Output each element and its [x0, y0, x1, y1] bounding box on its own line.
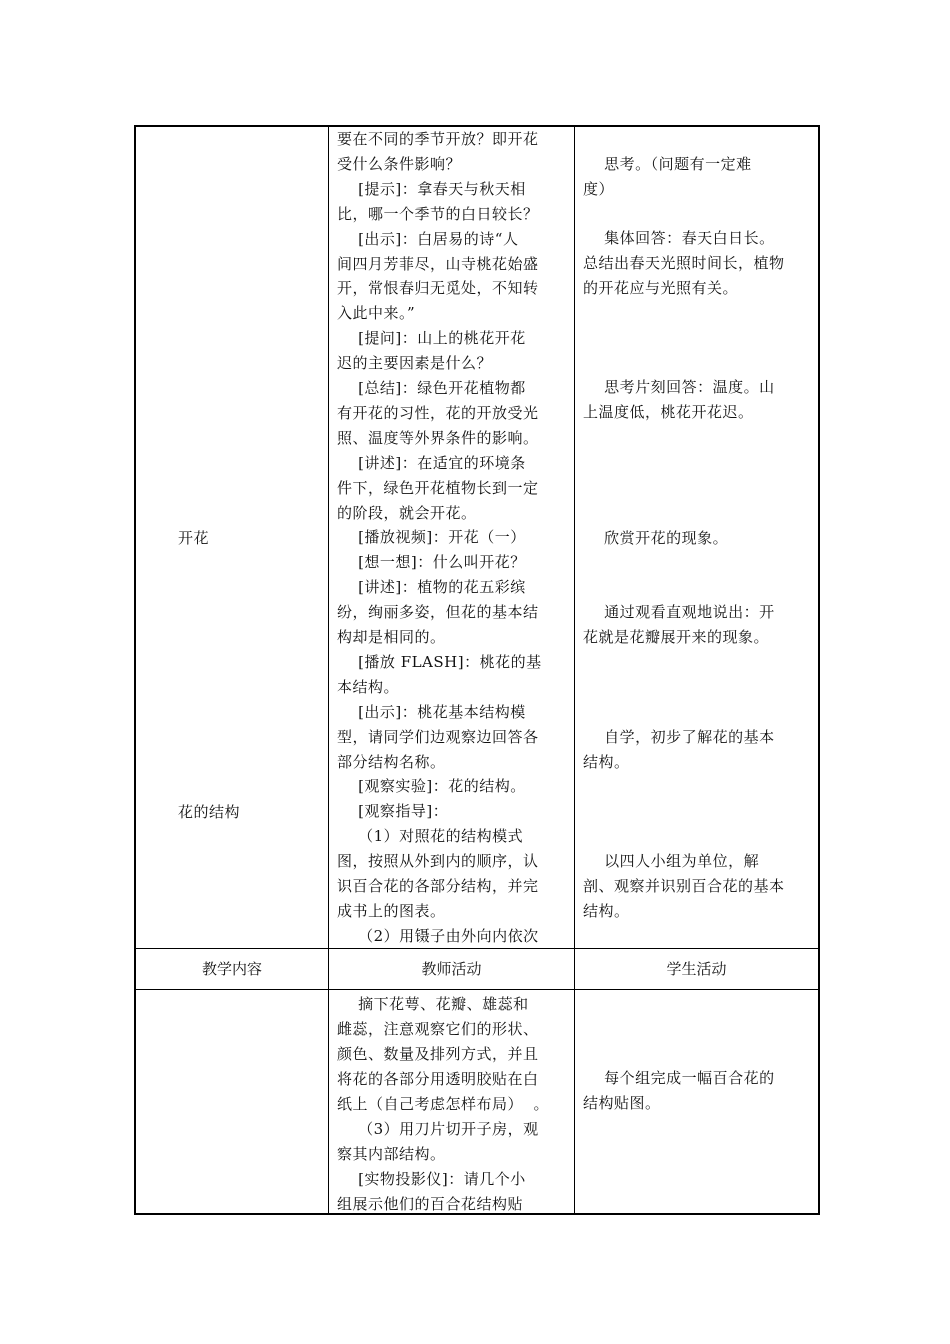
teacher-line: 纷，绚丽多姿，但花的基本结 — [337, 603, 539, 622]
student-line: 思考。（问题有一定难 — [583, 155, 752, 173]
teacher-line: [想一想]：什么叫开花？ — [337, 553, 526, 572]
student-line: 欣赏开花的现象。 — [583, 529, 729, 547]
teacher-line: 开，常恨春归无觅处，不知转 — [337, 279, 539, 298]
teacher-line: 入此中来。” — [337, 304, 416, 323]
student-line: 剖、观察并识别百合花的基本 — [583, 877, 785, 895]
teacher-line: 受什么条件影响？ — [337, 154, 462, 173]
teacher-cell — [329, 126, 575, 948]
teacher-line: [讲述]：在适宜的环境条 — [337, 453, 526, 472]
teacher-line: [讲述]：植物的花五彩缤 — [337, 578, 526, 597]
header-student: 学生活动 — [575, 948, 820, 989]
student-cell — [575, 126, 820, 948]
student-line: 度） — [583, 180, 615, 198]
teacher-line: 图，按照从外到内的顺序，认 — [337, 852, 539, 871]
teacher-line: [出示]：白居易的诗“人 — [337, 229, 519, 248]
student-line: 思考片刻回答：温度。山 — [583, 378, 775, 396]
student-line: 每个组完成一幅百合花的 — [583, 1068, 775, 1087]
table-row — [135, 126, 819, 948]
teacher-line: 雌蕊，注意观察它们的形状、 — [337, 1019, 539, 1038]
teacher-line: [提问]：山上的桃花开花 — [337, 329, 526, 348]
teacher-line: 摘下花萼、花瓣、雄蕊和 — [337, 994, 529, 1013]
teacher-line: 有开花的习性，花的开放受光 — [337, 403, 539, 422]
header-content: 教学内容 — [135, 948, 329, 989]
teacher-line: [观察指导]： — [337, 802, 449, 821]
teacher-line: 察其内部结构。 — [337, 1144, 446, 1163]
teacher-line: 型，请同学们边观察边回答各 — [337, 727, 539, 746]
teacher-line: [观察实验]：花的结构。 — [337, 777, 526, 796]
teacher-line: 将花的各部分用透明胶贴在白 — [337, 1069, 539, 1088]
header-teacher: 教师活动 — [329, 948, 575, 989]
teacher-line: [实物投影仪]：请几个小 — [337, 1169, 526, 1188]
teacher-line: 要在不同的季节开放？即开花 — [337, 130, 539, 148]
teacher-line: [播放 FLASH]：桃花的基 — [337, 652, 542, 671]
teacher-line: 颜色、数量及排列方式，并且 — [337, 1044, 539, 1063]
teacher-line: （1）对照花的结构模式 — [337, 827, 524, 846]
student-cell — [575, 989, 820, 1214]
content-cell — [135, 989, 329, 1214]
student-line: 花就是花瓣展开来的现象。 — [583, 628, 770, 646]
table-row — [135, 989, 819, 1214]
teacher-line: 组展示他们的百合花结构贴 — [337, 1194, 524, 1213]
student-line: 的开花应与光照有关。 — [583, 279, 739, 297]
teacher-line: [总结]：绿色开花植物都 — [337, 379, 526, 397]
student-line: 结构。 — [583, 902, 630, 920]
content-cell — [135, 126, 329, 948]
teacher-line: 件下，绿色开花植物长到一定 — [337, 478, 539, 497]
student-line: 集体回答：春天白日长。 — [583, 229, 775, 247]
student-line: 结构贴图。 — [583, 1093, 661, 1112]
teacher-line: （2）用镊子由外向内依次 — [337, 926, 539, 945]
student-line: 总结出春天光照时间长，植物 — [583, 254, 785, 272]
teacher-line: 纸上（自己考虑怎样布局） 。 — [337, 1094, 550, 1113]
teacher-line: （3）用刀片切开子房，观 — [337, 1119, 539, 1138]
teacher-line: 本结构。 — [337, 677, 400, 696]
teacher-line: 照、温度等外界条件的影响。 — [337, 428, 539, 447]
teacher-line: 间四月芳菲尽，山寺桃花始盛 — [337, 254, 539, 273]
topic-label: 花的结构 — [178, 803, 241, 821]
table-header-row — [135, 948, 819, 989]
lesson-plan-table — [134, 125, 820, 1215]
student-line: 通过观看直观地说出：开 — [583, 603, 775, 621]
topic-label: 开花 — [178, 529, 210, 547]
teacher-cell — [329, 989, 575, 1214]
teacher-line: 构却是相同的。 — [337, 628, 446, 646]
teacher-line: 的阶段，就会开花。 — [337, 503, 477, 522]
teacher-line: [出示]：桃花基本结构模 — [337, 702, 526, 721]
teacher-line: [播放视频]：开花（一） — [337, 528, 526, 547]
student-line: 自学，初步了解花的基本 — [583, 728, 775, 746]
teacher-line: [提示]：拿春天与秋天相 — [337, 179, 526, 198]
teacher-line: 迟的主要因素是什么？ — [337, 354, 493, 373]
teacher-line: 成书上的图表。 — [337, 901, 446, 920]
teacher-line: 比，哪一个季节的白日较长？ — [337, 204, 539, 223]
student-line: 以四人小组为单位，解 — [583, 852, 760, 870]
student-line: 上温度低，桃花开花迟。 — [583, 403, 754, 421]
teacher-line: 识百合花的各部分结构，并完 — [337, 877, 539, 895]
student-line: 结构。 — [583, 753, 630, 771]
teacher-line: 部分结构名称。 — [337, 752, 446, 771]
